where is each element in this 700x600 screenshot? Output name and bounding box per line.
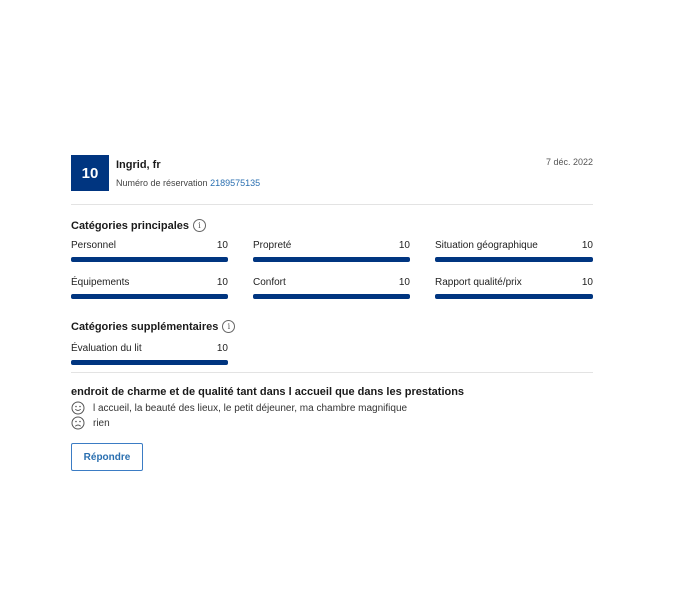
main-categories-title [71, 219, 206, 232]
category-score: 10 [398, 240, 410, 251]
category-score: 10 [216, 277, 228, 288]
smile-icon [71, 401, 85, 415]
divider [71, 204, 593, 205]
reservation-label: Numéro de réservation [116, 178, 208, 188]
reservation-number-link[interactable]: 2189575135 [210, 178, 261, 188]
category-label: Situation géographique [435, 240, 538, 251]
category-confort [253, 277, 410, 299]
category-situation [435, 240, 593, 262]
extra-categories-title [71, 320, 235, 333]
category-label: Propreté [253, 240, 292, 251]
reservation-info [116, 178, 260, 188]
category-bar [435, 257, 593, 262]
extra-categories-title-text: Catégories supplémentaires [71, 320, 219, 333]
category-score: 10 [581, 240, 593, 251]
category-score: 10 [216, 240, 228, 251]
positive-comment [71, 401, 407, 415]
info-icon[interactable]: i [222, 320, 235, 333]
category-bar [71, 294, 228, 299]
category-score: 10 [216, 343, 228, 354]
category-label: Personnel [71, 240, 117, 251]
review-header [71, 150, 593, 192]
category-bar [71, 257, 228, 262]
divider [71, 372, 593, 373]
negative-comment [71, 416, 110, 430]
category-score: 10 [398, 277, 410, 288]
category-bar [253, 257, 410, 262]
category-proprete [253, 240, 410, 262]
reviewer-name: Ingrid, fr [116, 159, 161, 171]
category-score: 10 [581, 277, 593, 288]
reply-button[interactable]: Répondre [71, 443, 143, 471]
category-evaluation-lit [71, 343, 228, 365]
category-bar [253, 294, 410, 299]
negative-comment-text: rien [93, 417, 110, 429]
review-title: endroit de charme et de qualité tant dans l accueil que dans les prestations [71, 386, 465, 398]
review-date: 7 déc. 2022 [545, 157, 593, 167]
category-label: Évaluation du lit [71, 343, 142, 354]
category-bar [435, 294, 593, 299]
category-label: Rapport qualité/prix [435, 277, 522, 288]
main-categories-title-text: Catégories principales [71, 219, 189, 232]
category-label: Équipements [71, 277, 130, 288]
category-label: Confort [253, 277, 286, 288]
info-icon[interactable]: i [193, 219, 206, 232]
frown-icon [71, 416, 85, 430]
score-badge: 10 [71, 155, 109, 191]
category-bar [71, 360, 228, 365]
positive-comment-text: l accueil, la beauté des lieux, le petit déjeuner, ma chambre magnifique [93, 402, 408, 414]
category-equipements [71, 277, 228, 299]
review-card [71, 150, 593, 463]
category-personnel [71, 240, 228, 262]
category-rapport-qualite-prix [435, 277, 593, 299]
